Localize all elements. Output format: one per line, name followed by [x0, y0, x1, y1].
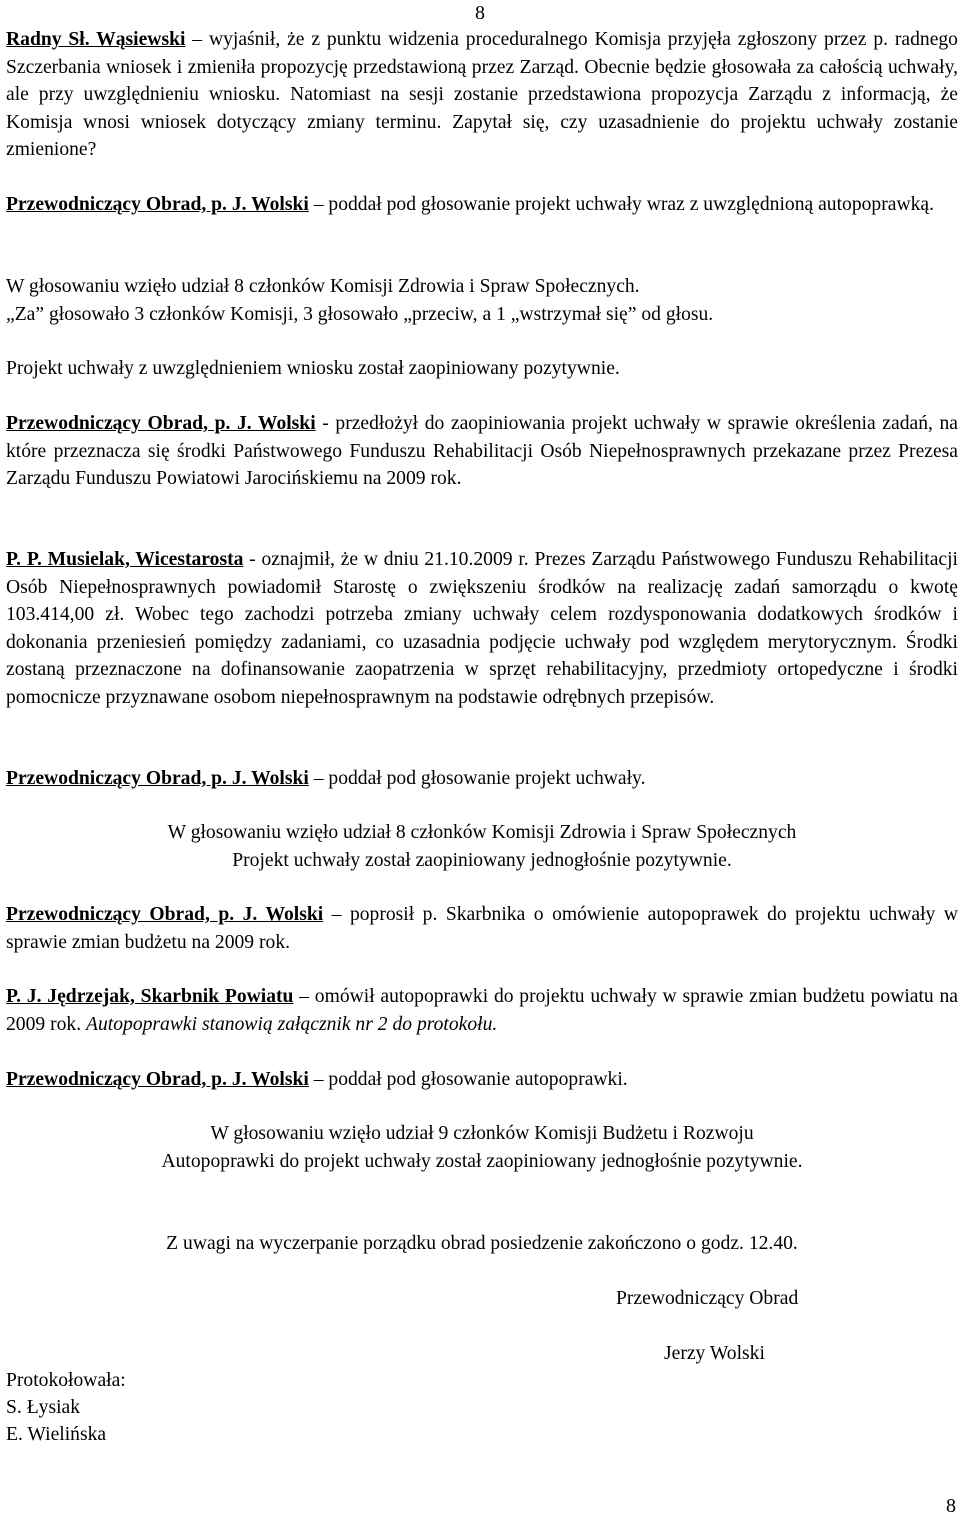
paragraph-text: – poddał pod głosowanie projekt uchwały wraz z uwzględnioną autopoprawką. — [308, 194, 934, 215]
vote-opinion: Projekt uchwały został zaopiniowany jednogłośnie pozytywnie. — [232, 849, 732, 871]
paragraph-wolski-vote — [6, 191, 958, 219]
paragraph-text: – poprosił p. Skarbnika o omówienie autopoprawek do projektu uchwały w sprawie zmian budżetu na 2009 rok. — [6, 904, 958, 953]
speaker-name: Przewodniczący Obrad, p. J. Wolski — [6, 768, 309, 789]
vote-participants: W głosowaniu wzięło udział 8 członków Komisji Zdrowia i Spraw Społecznych. — [6, 276, 640, 297]
chair-name: Jerzy Wolski — [664, 1343, 765, 1364]
paragraph-text: - oznajmił, że w dniu 21.10.2009 r. Prezes Zarządu Państwowego Funduszu Rehabilitacji Osób Niepełnosprawnych powiadomił Starostę o zwiększeniu środków na realizację zadań samorządu o kwotę 103.414,00 zł. Wobec tego zachodzi potrzeba zmiany uchwały celem rozdysponowania dodatkowych środków i dokonania przeniesień pomiędzy zadaniami, co uzasadnia podjęcie uchwały pod względem merytorycznym. Środki zostaną przeznaczone na dofinansowanie zaopatrzenia w sprzęt rehabilitacyjny, przedmioty ortopedyczne i środki pomocnicze przyznawane osobom niepełnosprawnym na podstawie odrębnych przepisów. — [6, 549, 958, 708]
attachment-note: Autopoprawki stanowią załącznik nr 2 do protokołu. — [86, 1013, 498, 1035]
paragraph-wolski-autopoprawki — [6, 1066, 958, 1094]
paragraph-text: – wyjaśnił, że z punktu widzenia proceduralnego Komisja przyjęła zgłoszony przez p. radnego Szczerbania wniosek i zmieniła propozycję przedstawioną przez Zarząd. Obecnie będzie głosowała za całością uchwały, ale przy uwzględnieniu wniosku. Natomiast na sesji zostanie przedstawiona propozycja Zarządu z informacją, że Komisja wnosi wniosek dotyczący zmiany terminu. Zapytał się, czy uzasadnienie do projektu uchwały zostanie zmienione? — [6, 29, 958, 161]
opinion-result-1: Projekt uchwały z uwzględnieniem wniosku został zaopiniowany pozytywnie. — [6, 358, 620, 379]
vote-result-2 — [6, 819, 958, 874]
page-number-bottom: 8 — [946, 1495, 956, 1517]
protocol-name-2: E. Wielińska — [6, 1424, 107, 1445]
paragraph-text: – omówił autopoprawki do projektu uchwały w sprawie zmian budżetu powiatu na 2009 rok. — [6, 986, 958, 1035]
paragraph-wolski-vote-2 — [6, 765, 958, 793]
closing-statement: Z uwagi na wyczerpanie porządku obrad posiedzenie zakończono o godz. 12.40. — [166, 1233, 798, 1254]
vote-result-1 — [6, 273, 958, 328]
vote-opinion: Autopoprawki do projekt uchwały został zaopiniowany jednogłośnie pozytywnie. — [161, 1150, 803, 1172]
paragraph-musielak — [6, 546, 958, 712]
vote-counts: „Za” głosowało 3 członków Komisji, 3 głosowało „przeciw, a 1 „wstrzymał się” od głosu. — [6, 303, 714, 325]
paragraph-wasiewski — [6, 26, 958, 164]
speaker-name: Przewodniczący Obrad, p. J. Wolski — [6, 904, 324, 925]
protocol-section — [6, 1367, 126, 1448]
page-number-top: 8 — [475, 2, 485, 24]
paragraph-text: – poddał pod głosowanie projekt uchwały. — [308, 768, 646, 789]
speaker-name: P. P. Musielak, Wicestarosta — [6, 549, 244, 570]
speaker-name: Radny Sł. Wąsiewski — [6, 29, 186, 50]
speaker-name: Przewodniczący Obrad, p. J. Wolski — [6, 194, 309, 215]
speaker-name: Przewodniczący Obrad, p. J. Wolski — [6, 1069, 309, 1090]
vote-participants: W głosowaniu wzięło udział 9 członków Komisji Budżetu i Rozwoju — [210, 1123, 754, 1144]
speaker-name: P. J. Jędrzejak, Skarbnik Powiatu — [6, 986, 294, 1007]
vote-result-3 — [6, 1120, 958, 1175]
paragraph-jedrzejak — [6, 983, 958, 1038]
protocol-name-1: S. Łysiak — [6, 1397, 81, 1418]
paragraph-wolski-skarbnik — [6, 901, 958, 956]
paragraph-wolski-pfron — [6, 410, 958, 493]
vote-participants: W głosowaniu wzięło udział 8 członków Komisji Zdrowia i Spraw Społecznych — [167, 822, 797, 843]
protocol-label: Protokołowała: — [6, 1370, 126, 1391]
chair-title: Przewodniczący Obrad — [616, 1288, 799, 1309]
paragraph-text: - przedłożył do zaopiniowania projekt uchwały w sprawie określenia zadań, na które przeznacza się środki Państwowego Funduszu Rehabilitacji Osób Niepełnosprawnych przekazane przez Prezesa Zarządu Funduszu Powiatowi Jarocińskiemu na 2009 rok. — [6, 413, 958, 490]
paragraph-text: – poddał pod głosowanie autopoprawki. — [308, 1069, 628, 1090]
speaker-name: Przewodniczący Obrad, p. J. Wolski — [6, 413, 316, 434]
